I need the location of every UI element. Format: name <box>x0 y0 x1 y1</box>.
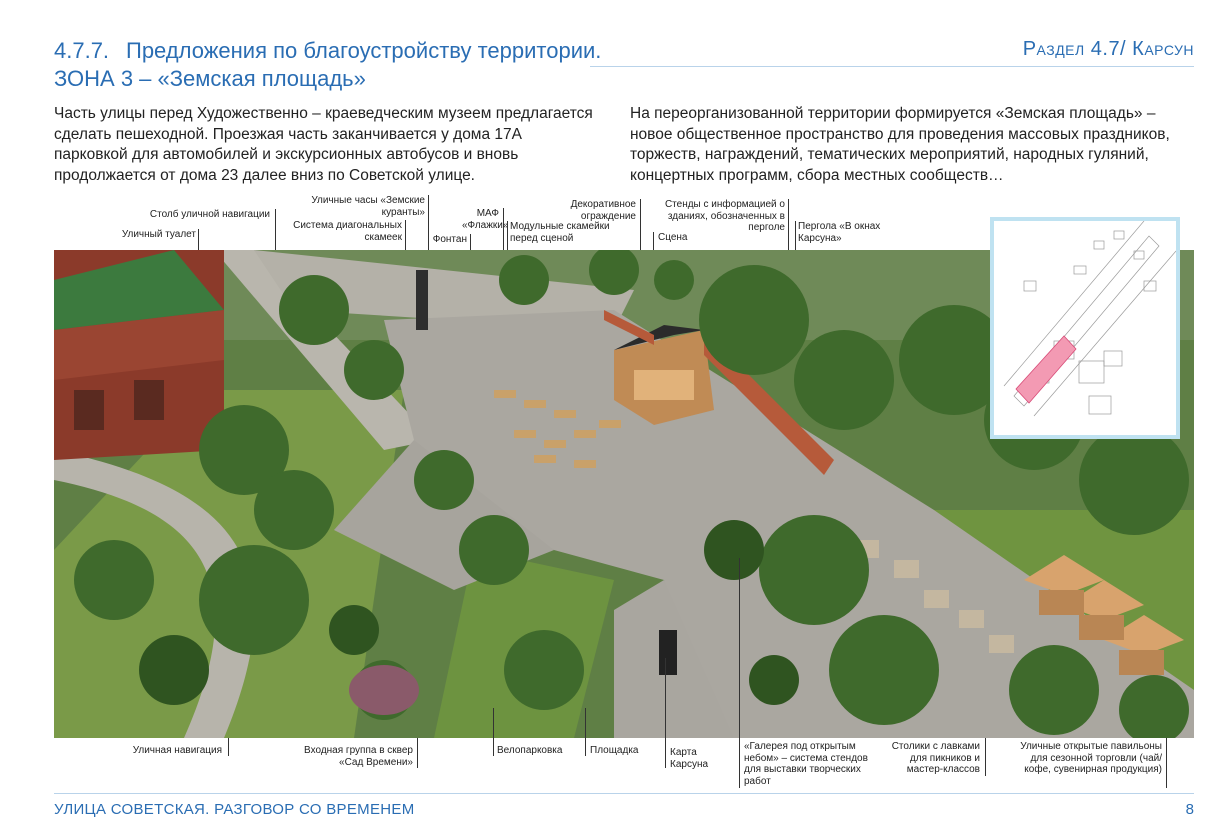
leader-line <box>228 738 229 756</box>
label-karsun-map: Карта Карсуна <box>670 747 709 770</box>
leader-line <box>585 708 586 756</box>
label-street-navigation: Уличная навигация <box>132 745 222 756</box>
leader-line <box>665 658 666 768</box>
leader-line <box>417 738 418 768</box>
label-picnic-tables: Столики с лавками для пикников и мастер-классов <box>891 741 980 775</box>
label-entrance-group: Входная группа в сквер «Сад Времени» <box>304 745 413 768</box>
footer-title: УЛИЦА СОВЕТСКАЯ. РАЗГОВОР СО ВРЕМЕНЕМ <box>54 801 415 818</box>
section-heading <box>54 38 601 64</box>
description-left: Часть улицы перед Художественно – краеведческим музеем предлагается сделать пешеходной. Проезжая часть заканчивается у дома 17А парковкой для автомобилей и экскурсионных автобусов и вновь продолжается от дома 23 далее вниз по Советской улице. <box>54 105 593 184</box>
leader-line <box>405 220 406 250</box>
header-divider <box>590 66 1194 67</box>
label-open-air-gallery: «Галерея под открытым небом» – система стендов для выставки творческих работ <box>744 741 868 787</box>
label-diagonal-benches: Система диагональных скамеек <box>293 220 402 243</box>
section-tag: Раздел 4.7/ Карсун <box>1022 38 1194 60</box>
label-bike-parking: Велопарковка <box>497 745 563 756</box>
label-stage: Сцена <box>658 232 688 243</box>
leader-line <box>507 221 508 250</box>
label-navigation-post: Столб уличной навигации <box>149 209 270 220</box>
label-street-toilet: Уличный туалет <box>121 229 196 240</box>
leader-line <box>985 738 986 776</box>
description-right: На переорганизованной территории формируется «Земская площадь» – новое общественное пространство для проведения массовых праздников, торжеств, награждений, тематических мероприятий, народных гуляний, концертных программ, сбора местных сообществ… <box>630 105 1170 184</box>
leader-line <box>470 234 471 250</box>
label-pergola: Пергола «В окнах Карсуна» <box>798 221 881 244</box>
leader-line <box>788 199 789 250</box>
leader-line <box>1166 738 1167 788</box>
label-modular-benches: Модульные скамейки перед сценой <box>510 221 610 244</box>
label-maf-flags: МАФ «Флажки» <box>462 208 509 231</box>
leader-line <box>503 208 504 250</box>
leader-line <box>275 209 276 250</box>
section-number: 4.7.7. <box>54 38 110 63</box>
leader-line <box>653 232 654 250</box>
section-title: Предложения по благоустройству территории. <box>126 38 602 63</box>
label-decorative-fence: Декоративное ограждение <box>570 199 636 222</box>
leader-line <box>640 199 641 250</box>
label-info-stands: Стенды с информацией о зданиях, обозначенных в перголе <box>664 199 785 233</box>
location-minimap <box>990 217 1180 439</box>
page-number: 8 <box>1185 801 1194 818</box>
label-street-clock: Уличные часы «Земские куранты» <box>311 195 425 218</box>
leader-line <box>739 558 740 788</box>
leader-line <box>493 708 494 756</box>
label-fountain: Фонтан <box>432 234 467 245</box>
zone-subtitle: ЗОНА 3 – «Земская площадь» <box>54 66 366 91</box>
leader-line <box>198 229 199 250</box>
leader-line <box>795 221 796 250</box>
footer-divider <box>54 793 1194 794</box>
label-trade-pavilions: Уличные открытые павильоны для сезонной торговли (чай/кофе, сувенирная продукция) <box>1020 741 1162 775</box>
label-playground: Площадка <box>590 745 639 756</box>
